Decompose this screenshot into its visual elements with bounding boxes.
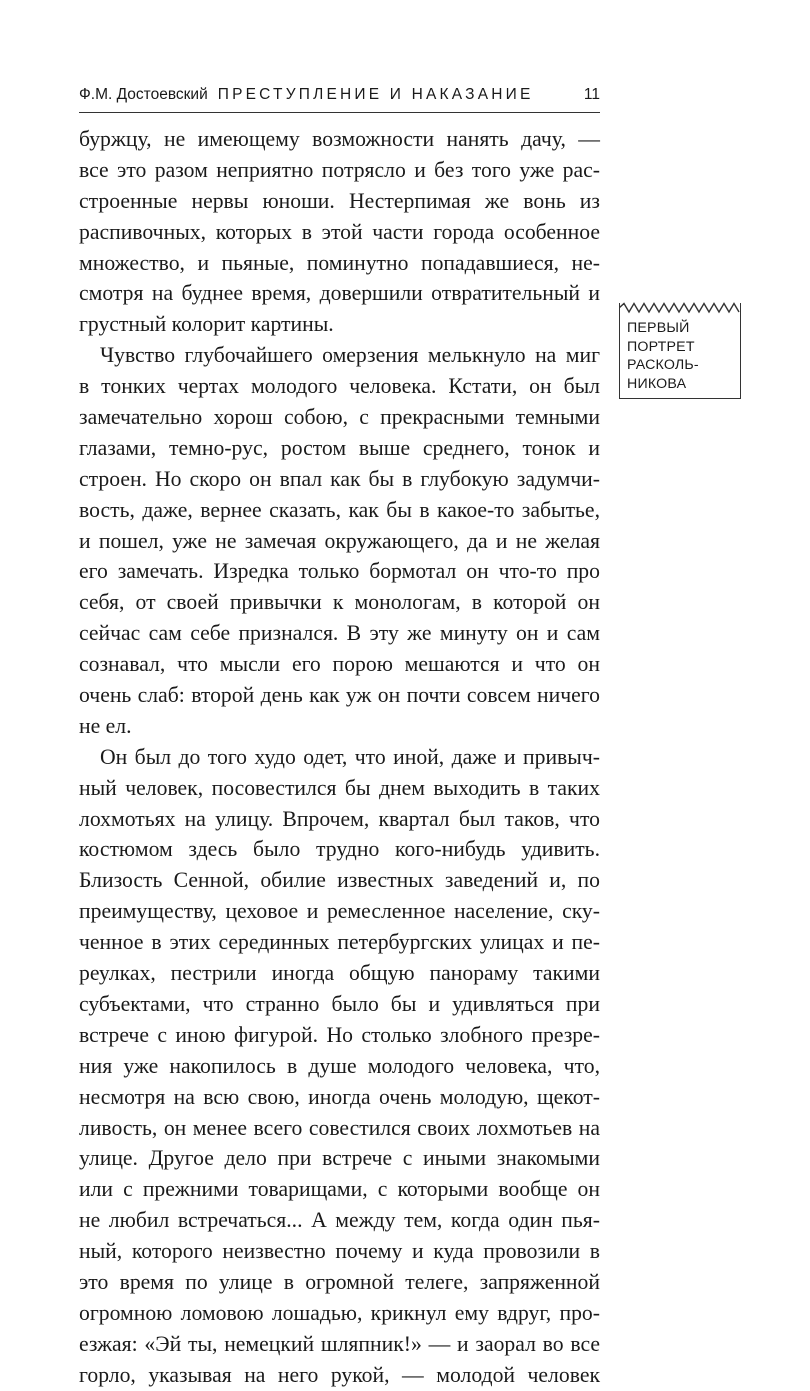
paragraph	[79, 340, 600, 742]
text-line: и пошел, уже не замечая окружающего, да и не желая	[79, 528, 600, 553]
header-rule	[79, 112, 600, 113]
text-line: строен. Но скоро он впал как бы в глубокую задумчи-	[79, 466, 600, 491]
margin-note	[619, 303, 741, 399]
text-line: ный человек, посовестился бы днем выходить в таких	[79, 775, 600, 800]
text-line: не ел.	[79, 713, 132, 738]
text-line: встрече с иною фигурой. Но столько злобного презре-	[79, 1022, 600, 1047]
text-line: ния уже накопилось в душе молодого человека, что,	[79, 1053, 600, 1078]
text-line: улице. Другое дело при встрече с иными знакомыми	[79, 1146, 600, 1171]
text-line: езжая: «Эй ты, немецкий шляпник!» — и заорал во все	[79, 1331, 600, 1356]
text-line: ченное в этих серединных петербургских улицах и пе-	[79, 930, 600, 955]
text-line: смотря на буднее время, довершили отвратительный и	[79, 281, 600, 306]
text-line: буржцу, не имеющему возможности нанять дачу, —	[79, 127, 600, 151]
margin-note-line: ПОРТРЕТ	[627, 338, 695, 355]
text-line: его замечать. Изредка только бормотал он что-то про	[79, 559, 600, 584]
text-line: замечательно хорош собою, с прекрасными темными	[79, 405, 600, 430]
text-line: в тонких чертах молодого человека. Кстати, он был	[79, 374, 600, 399]
margin-note-text	[627, 319, 699, 393]
text-line: или с прежними товарищами, с которыми вообще он	[79, 1177, 600, 1202]
running-head	[79, 86, 600, 110]
text-line: несмотря на всю свою, иногда очень молодую, щекот-	[79, 1084, 600, 1109]
text-line: ливость, он менее всего совестился своих лохмотьев на	[79, 1115, 600, 1140]
text-line: лохмотьях на улицу. Впрочем, квартал был таков, что	[79, 806, 600, 831]
margin-note-line: НИКОВА	[627, 375, 687, 392]
text-line: очень слаб: второй день как уж он почти совсем ничего	[79, 683, 600, 708]
margin-note-wavy-border	[619, 302, 741, 314]
page-number: 11	[583, 86, 600, 103]
text-line: множество, и пьяные, поминутно попадавшиеся, не-	[79, 250, 600, 275]
text-line: Близость Сенной, обилие известных заведений и, по	[79, 868, 600, 893]
paragraph	[79, 742, 600, 1391]
text-line: реулках, пестрили иногда общую панораму такими	[79, 961, 600, 986]
text-line: костюмом здесь было трудно кого-нибудь удивить.	[79, 837, 600, 862]
paragraph	[79, 124, 600, 340]
text-line: огромною ломовою лошадью, крикнул ему вдруг, про-	[79, 1300, 600, 1325]
text-line: вость, даже, вернее сказать, как бы в какое-то забытье,	[79, 497, 600, 522]
running-head-author: Ф.М. Достоевский	[79, 86, 208, 103]
text-line: не любил встречаться... А между тем, когда один пья-	[79, 1208, 600, 1233]
text-line: строенные нервы юноши. Нестерпимая же вонь из	[79, 188, 600, 213]
text-line: Чувство глубочайшего омерзения мелькнуло на миг	[100, 343, 600, 368]
text-line: горло, указывая на него рукой, — молодой человек	[79, 1362, 600, 1387]
margin-note-line: ПЕРВЫЙ	[627, 320, 690, 336]
text-line: себя, от своей привычки к монологам, в которой он	[79, 590, 600, 615]
text-line: сознавал, что мысли его порою мешаются и что он	[79, 652, 600, 677]
text-line: сейчас сам себе признался. В эту же минуту он и сам	[79, 621, 600, 646]
text-line: грустный колорит картины.	[79, 312, 334, 337]
text-line: субъектами, что странно было бы и удивляться при	[79, 991, 600, 1016]
text-line: ный, которого неизвестно почему и куда провозили в	[79, 1239, 600, 1264]
body-text	[79, 124, 600, 1391]
text-line: глазами, темно-рус, ростом выше среднего, тонок и	[79, 435, 600, 460]
text-line: все это разом неприятно потрясло и без того уже рас-	[79, 157, 600, 182]
text-line: преимуществу, цеховое и ремесленное население, ску-	[79, 899, 600, 924]
text-line: распивочных, которых в этой части города особенное	[79, 219, 600, 244]
text-line: Он был до того худо одет, что иной, даже и привыч-	[100, 744, 600, 769]
margin-note-line: РАСКОЛЬ-	[627, 357, 699, 373]
running-head-book-title: ПРЕСТУПЛЕНИЕ И НАКАЗАНИЕ	[217, 86, 534, 103]
text-line: это время по улице в огромной телеге, запряженной	[79, 1269, 600, 1294]
